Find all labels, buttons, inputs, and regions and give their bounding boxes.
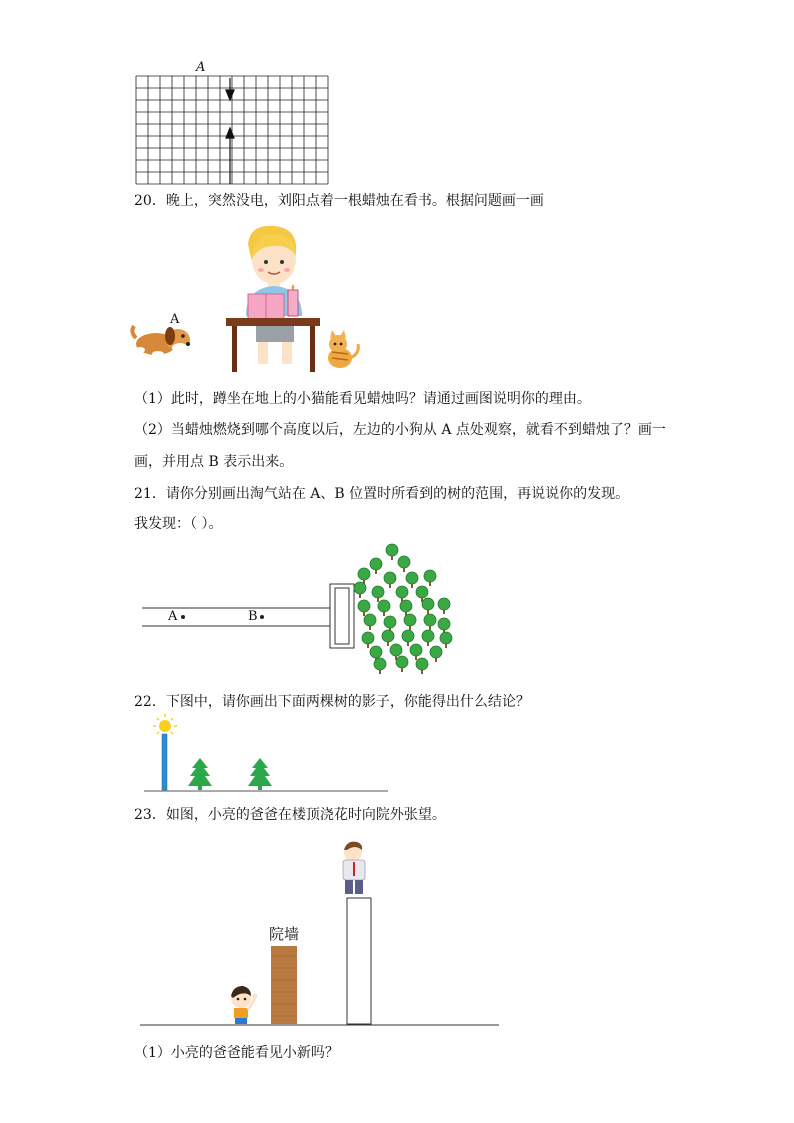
- point-b: [260, 615, 264, 619]
- tree-icon: [382, 630, 394, 646]
- tree-icon: [440, 632, 452, 648]
- grid-label-a: A: [196, 60, 206, 75]
- point-a: [181, 615, 185, 619]
- q23-figure: [135, 838, 505, 1030]
- building: [347, 898, 371, 1024]
- tree-icon: [416, 658, 428, 674]
- q20-figure: [128, 222, 368, 377]
- cat-illustration: [328, 330, 358, 368]
- q21-finding: 我发现：（ ）。: [134, 516, 223, 532]
- q22-figure: [140, 712, 400, 796]
- q22-question: 22．下图中，请你画出下面两棵树的影子，你能得出什么结论？: [134, 694, 530, 710]
- father-illustration: [343, 842, 365, 894]
- arrow-up-icon: [226, 128, 234, 184]
- q21-label-a: A: [168, 609, 178, 624]
- grid: [120, 58, 340, 188]
- q20-scene: [128, 222, 368, 377]
- q23-question: 23．如图，小亮的爸爸在楼顶浇花时向院外张望。: [134, 807, 446, 823]
- q21-scene: [140, 540, 460, 675]
- arrow-down-icon: [226, 78, 234, 100]
- tree-icon: [400, 600, 412, 616]
- tree-icon: [398, 556, 410, 572]
- tree-icon: [386, 544, 398, 560]
- q23-scene: [135, 838, 505, 1030]
- xiaoxin-illustration: [231, 986, 258, 1024]
- boy-illustration: [246, 226, 302, 320]
- q20-sub1: （1）此时，蹲坐在地上的小猫能看见蜡烛吗？请通过画图说明你的理由。: [134, 391, 591, 407]
- tree-icon: [370, 558, 382, 574]
- q20-question: 20．晚上，突然没电，刘阳点着一根蜡烛在看书。根据问题画一画: [134, 193, 544, 209]
- tree-icon: [424, 570, 436, 586]
- q20-sub2-line2: 画，并用点 B 表示出来。: [134, 454, 294, 470]
- tree-icon: [402, 630, 414, 646]
- wall-label: 院墙: [269, 925, 300, 943]
- tree-icon: [384, 572, 396, 588]
- q21-question: 21．请你分别画出淘气站在 A、B 位置时所看到的树的范围，再说说你的发现。: [134, 486, 630, 502]
- tree-icon: [404, 614, 416, 630]
- tree-icon: [406, 572, 418, 588]
- yard-wall: [271, 946, 297, 1024]
- tree-icon: [438, 618, 450, 634]
- tree-icon: [430, 646, 442, 662]
- sun-lamp-icon: [153, 714, 177, 790]
- q21-label-b: B: [248, 609, 258, 624]
- tree-icon: [354, 582, 366, 598]
- tree-icon: [248, 758, 272, 790]
- tree-icon: [378, 600, 390, 616]
- tree-icon: [188, 758, 212, 790]
- tree-icon: [396, 586, 408, 602]
- tree-icon: [362, 632, 374, 648]
- q22-scene: [140, 712, 400, 796]
- tree-icon: [438, 598, 450, 614]
- table-illustration: [226, 318, 320, 372]
- tree-icon: [422, 630, 434, 646]
- tree-icon: [358, 600, 370, 616]
- tree-icon: [374, 658, 386, 674]
- dog-label-a: A: [170, 312, 180, 327]
- tree-icon: [364, 614, 376, 630]
- dog-illustration: [132, 326, 190, 357]
- tree-icon: [422, 598, 434, 614]
- q20-sub2-line1: （2）当蜡烛燃烧到哪个高度以后，左边的小狗从 A 点处观察，就看不到蜡烛了？画一: [134, 422, 666, 438]
- tree-icon: [424, 614, 436, 630]
- tree-icon: [372, 586, 384, 602]
- tree-icon: [410, 644, 422, 660]
- tree-icon: [384, 616, 396, 632]
- q21-figure: [140, 540, 460, 675]
- tree-icon: [396, 656, 408, 672]
- q23-sub1: （1）小亮的爸爸能看见小新吗？: [134, 1045, 339, 1061]
- q19-figure: [120, 58, 340, 188]
- tree-icon: [358, 568, 370, 584]
